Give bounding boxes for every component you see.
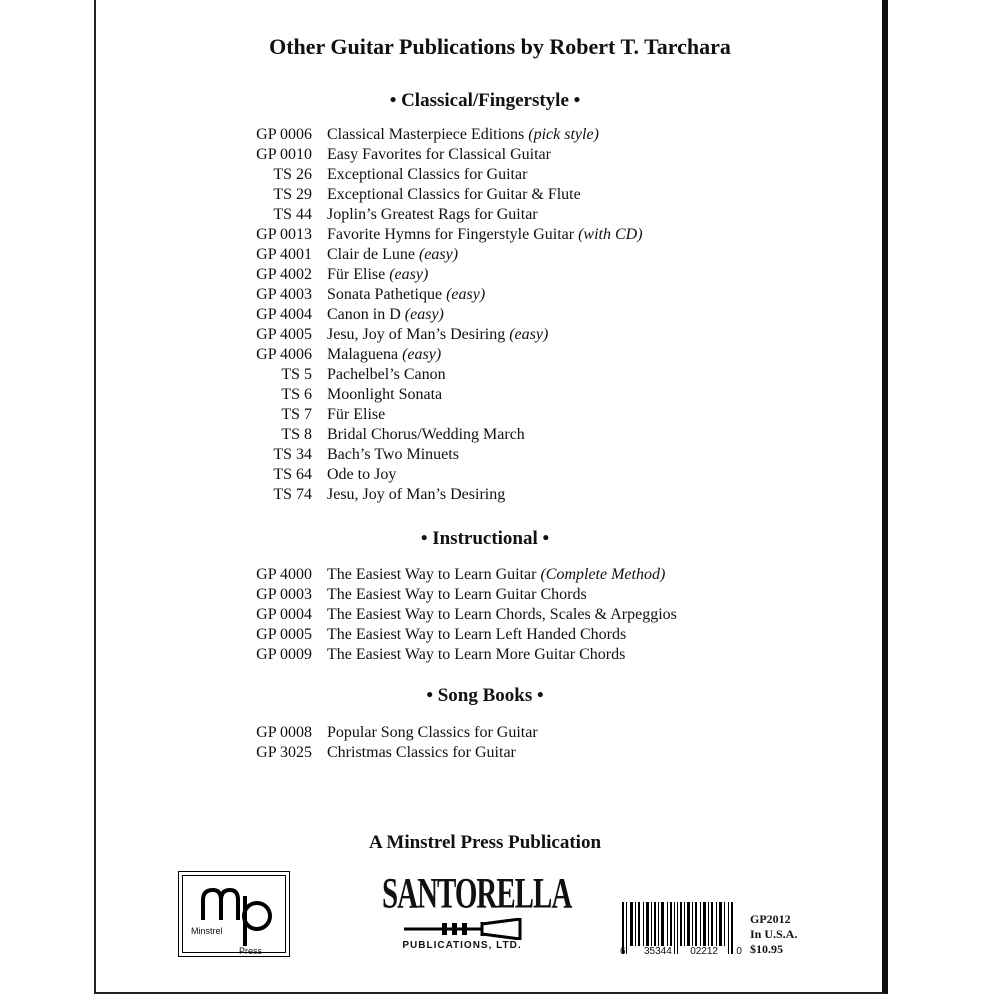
edition-note: (easy) [404, 306, 444, 323]
catalog-code: GP 0004 [256, 606, 312, 623]
title-cell [327, 565, 665, 585]
book-title: Clair de Lune [327, 246, 419, 263]
book-title: Für Elise [327, 406, 386, 423]
santorella-logo [382, 869, 572, 962]
book-title: Pachelbel’s Canon [327, 366, 446, 383]
catalog-code: GP 3025 [256, 744, 312, 761]
title-cell [327, 743, 516, 763]
edition-note: (easy) [402, 346, 442, 363]
book-title: Classical Masterpiece Editions [327, 126, 529, 143]
product-info [750, 912, 797, 957]
barcode-digit-group: 35344 [643, 946, 672, 957]
title-cell [327, 645, 625, 665]
catalog-code: GP 4004 [256, 306, 312, 323]
book-title: The Easiest Way to Learn Chords, Scales & Arpeggios [327, 606, 677, 623]
title-cell [327, 225, 643, 245]
book-title: Ode to Joy [327, 466, 397, 483]
catalog-code: GP 0010 [256, 146, 312, 163]
book-title: Sonata Pathetique [327, 286, 447, 303]
title-cell [327, 265, 428, 285]
catalog-code: TS 34 [273, 446, 312, 463]
title-cell [327, 345, 441, 365]
catalog-code: TS 44 [273, 206, 312, 223]
catalog-code: TS 64 [273, 466, 312, 483]
edition-note: (Complete Method) [540, 566, 666, 583]
catalog-code: GP 4006 [256, 346, 312, 363]
trumpet-icon [402, 918, 532, 940]
barcode-digit-group: 02212 [690, 946, 718, 957]
book-title: Bach’s Two Minuets [327, 446, 459, 463]
book-title: Popular Song Classics for Guitar [327, 724, 538, 741]
section-heading: • Classical/Fingerstyle • [389, 90, 581, 111]
edition-note: (with CD) [578, 226, 643, 243]
title-cell [327, 245, 458, 265]
catalog-code: TS 6 [281, 386, 312, 403]
book-title: Canon in D [327, 306, 405, 323]
catalog-code: GP 4000 [256, 566, 312, 583]
title-cell [327, 485, 505, 505]
product-code: GP2012 [750, 912, 791, 926]
book-title: Malaguena [327, 346, 403, 363]
santorella-wordmark: SANTORELLA [382, 869, 572, 918]
catalog-code: GP 0006 [256, 126, 312, 143]
catalog-code: TS 26 [273, 166, 312, 183]
edition-note: (easy) [509, 326, 549, 343]
book-title: Joplin’s Greatest Rags for Guitar [327, 206, 538, 223]
catalog-code: GP 0008 [256, 724, 312, 741]
publisher-line: A Minstrel Press Publication [368, 832, 602, 853]
logo-text-press: Press [239, 946, 263, 956]
book-title: The Easiest Way to Learn Left Handed Chords [327, 626, 627, 643]
catalog-code: TS 29 [273, 186, 312, 203]
book-title: Moonlight Sonata [327, 386, 443, 403]
book-title: The Easiest Way to Learn Guitar Chords [327, 586, 587, 603]
catalog-code: GP 4003 [256, 286, 312, 303]
title-cell [327, 305, 444, 325]
title-cell [327, 125, 599, 145]
mp-monogram-icon [183, 876, 285, 952]
catalog-code: TS 74 [273, 486, 312, 503]
edition-note: (easy) [446, 286, 486, 303]
edition-note: (easy) [389, 266, 429, 283]
edition-note: (pick style) [528, 126, 599, 143]
title-cell [327, 325, 548, 345]
book-title: Für Elise [327, 266, 390, 283]
title-cell [327, 605, 677, 625]
product-origin: In U.S.A. [750, 927, 798, 941]
title-cell [327, 285, 485, 305]
title-cell [327, 585, 587, 605]
santorella-subtitle: PUBLICATIONS, LTD. [402, 940, 522, 951]
book-title: Favorite Hymns for Fingerstyle Guitar [327, 226, 579, 243]
title-cell [327, 425, 525, 445]
catalog-code: GP 0013 [256, 226, 312, 243]
title-cell [327, 385, 442, 405]
title-cell [327, 185, 581, 205]
barcode-digit-group: 0 [736, 946, 742, 957]
section-heading: • Song Books • [426, 685, 544, 706]
title-cell [327, 145, 551, 165]
catalog-code: GP 0009 [256, 646, 312, 663]
book-title: Exceptional Classics for Guitar [327, 166, 528, 183]
book-title: Bridal Chorus/Wedding March [327, 426, 525, 443]
title-cell [327, 465, 396, 485]
title-cell [327, 365, 446, 385]
catalog-code: GP 0003 [256, 586, 312, 603]
book-title: The Easiest Way to Learn More Guitar Chords [327, 646, 626, 663]
book-title: Christmas Classics for Guitar [327, 744, 516, 761]
catalog-code: TS 5 [281, 366, 312, 383]
barcode-digit-group: 6 [620, 946, 626, 957]
minstrel-press-logo [178, 871, 290, 957]
catalog-code: GP 4002 [256, 266, 312, 283]
title-cell [327, 723, 538, 743]
logo-frame [182, 875, 286, 956]
book-title: Easy Favorites for Classical Guitar [327, 146, 551, 163]
catalog-code: GP 0005 [256, 626, 312, 643]
catalog-code: GP 4005 [256, 326, 312, 343]
catalog-code: GP 4001 [256, 246, 312, 263]
section-heading: • Instructional • [420, 528, 550, 549]
book-title: Jesu, Joy of Man’s Desiring [327, 486, 506, 503]
title-cell [327, 445, 459, 465]
edition-note: (easy) [418, 246, 459, 263]
title-cell [327, 405, 385, 425]
book-title: Exceptional Classics for Guitar & Flute [327, 186, 581, 203]
barcode-numbers [620, 946, 742, 957]
logo-text-minstrel: Minstrel [191, 926, 223, 936]
book-title: The Easiest Way to Learn Guitar [327, 566, 541, 583]
catalog-code: TS 8 [281, 426, 312, 443]
product-price: $10.95 [750, 942, 783, 956]
page-title: Other Guitar Publications by Robert T. Tarchara [269, 34, 731, 59]
title-cell [327, 165, 527, 185]
book-title: Jesu, Joy of Man’s Desiring [327, 326, 510, 343]
catalog-code: TS 7 [281, 406, 312, 423]
title-cell [327, 625, 626, 645]
title-cell [327, 205, 538, 225]
